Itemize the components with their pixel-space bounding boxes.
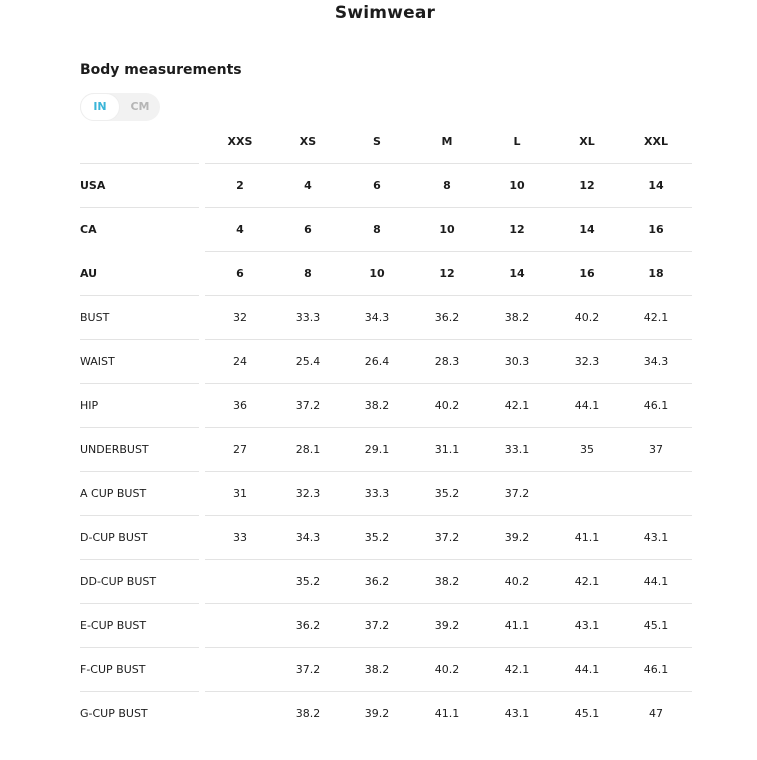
table-cell: 26.4 — [364, 355, 390, 368]
row-label: A CUP BUST — [80, 487, 147, 500]
row-label: CA — [80, 223, 97, 236]
size-header: L — [513, 135, 521, 148]
table-cell: 40.2 — [574, 311, 600, 324]
table-cell: 37.2 — [295, 663, 321, 676]
table-cell: 44.1 — [643, 575, 669, 588]
table-cell: 38.2 — [364, 399, 390, 412]
table-cell: 44.1 — [574, 663, 600, 676]
table-cell: 34.3 — [295, 531, 321, 544]
size-chart-table — [80, 120, 692, 736]
table-cell: 35.2 — [295, 575, 321, 588]
row-label: HIP — [80, 399, 99, 412]
table-cell: 36 — [233, 399, 247, 412]
size-header: XXS — [227, 135, 253, 148]
table-cell: 35.2 — [364, 531, 390, 544]
table-cell: 40.2 — [434, 399, 460, 412]
table-cell — [626, 472, 686, 516]
table-cell: 8 — [304, 267, 312, 280]
table-cell: 32 — [233, 311, 247, 324]
table-cell: 46.1 — [643, 663, 669, 676]
table-cell: 33.1 — [504, 443, 530, 456]
table-cell: 6 — [236, 267, 244, 280]
table-cell: 18 — [648, 267, 664, 280]
table-cell: 45.1 — [643, 619, 669, 632]
size-header: XS — [299, 135, 317, 148]
table-cell: 6 — [304, 223, 312, 236]
table-cell: 35.2 — [434, 487, 460, 500]
table-cell: 4 — [304, 179, 312, 192]
table-cell: 43.1 — [643, 531, 669, 544]
table-cell: 42.1 — [574, 575, 600, 588]
table-row — [80, 604, 692, 648]
table-cell: 14 — [648, 179, 664, 192]
row-label: D-CUP BUST — [80, 531, 148, 544]
table-cell: 34.3 — [364, 311, 390, 324]
table-cell: 44.1 — [574, 399, 600, 412]
table-cell: 39.2 — [434, 619, 460, 632]
section-title: Body measurements — [80, 62, 242, 78]
table-row — [80, 516, 692, 560]
table-cell: 46.1 — [643, 399, 669, 412]
unit-option-cm[interactable]: CM — [130, 100, 150, 113]
table-row — [80, 164, 692, 208]
table-row — [80, 428, 692, 472]
table-cell: 2 — [236, 179, 244, 192]
table-cell: 10 — [439, 223, 455, 236]
table-cell: 38.2 — [434, 575, 460, 588]
table-cell — [210, 692, 270, 736]
size-header: S — [373, 135, 381, 148]
table-cell: 8 — [443, 179, 451, 192]
table-cell: 32.3 — [574, 355, 600, 368]
table-cell: 33.3 — [295, 311, 321, 324]
table-row — [80, 340, 692, 384]
table-cell — [557, 472, 617, 516]
table-cell: 40.2 — [434, 663, 460, 676]
table-cell: 45.1 — [574, 707, 600, 720]
table-cell: 42.1 — [504, 399, 530, 412]
table-cell: 38.2 — [295, 707, 321, 720]
table-cell: 27 — [233, 443, 247, 456]
table-row — [80, 472, 692, 516]
table-cell: 33 — [233, 531, 247, 544]
size-header: XL — [579, 135, 595, 148]
table-cell: 36.2 — [364, 575, 390, 588]
table-body — [80, 164, 692, 736]
table-cell: 39.2 — [364, 707, 390, 720]
row-label: UNDERBUST — [80, 443, 149, 456]
table-cell — [210, 560, 270, 604]
table-cell: 33.3 — [364, 487, 390, 500]
table-cell: 8 — [373, 223, 381, 236]
table-header-row — [80, 120, 692, 164]
table-cell: 30.3 — [504, 355, 530, 368]
table-cell: 38.2 — [504, 311, 530, 324]
table-cell: 36.2 — [295, 619, 321, 632]
size-header: XXL — [644, 135, 668, 148]
table-cell: 16 — [648, 223, 664, 236]
table-cell: 31.1 — [434, 443, 460, 456]
table-cell: 40.2 — [504, 575, 530, 588]
table-cell: 28.1 — [295, 443, 321, 456]
table-cell: 34.3 — [643, 355, 669, 368]
table-cell: 24 — [233, 355, 247, 368]
table-cell: 39.2 — [504, 531, 530, 544]
table-cell: 32.3 — [295, 487, 321, 500]
row-label: AU — [80, 267, 98, 280]
table-cell: 37.2 — [434, 531, 460, 544]
table-cell: 12 — [439, 267, 455, 280]
row-label: USA — [80, 179, 106, 192]
row-label: WAIST — [80, 355, 115, 368]
page-title: Swimwear — [334, 3, 436, 23]
table-row — [80, 692, 692, 736]
table-cell: 14 — [509, 267, 525, 280]
table-row — [80, 560, 692, 604]
table-cell: 41.1 — [574, 531, 600, 544]
table-cell: 47 — [649, 707, 663, 720]
row-label: E-CUP BUST — [80, 619, 147, 632]
table-cell: 4 — [236, 223, 244, 236]
table-cell: 16 — [579, 267, 595, 280]
table-cell — [210, 604, 270, 648]
table-cell: 31 — [233, 487, 247, 500]
row-label: F-CUP BUST — [80, 663, 146, 676]
table-row — [80, 384, 692, 428]
unit-option-in[interactable]: IN — [80, 93, 120, 121]
table-row — [80, 252, 692, 296]
table-cell: 10 — [509, 179, 525, 192]
row-label: G-CUP BUST — [80, 707, 148, 720]
table-cell: 36.2 — [434, 311, 460, 324]
table-cell: 41.1 — [504, 619, 530, 632]
table-row — [80, 296, 692, 340]
table-cell: 10 — [369, 267, 385, 280]
table-cell: 29.1 — [364, 443, 390, 456]
table-cell: 38.2 — [364, 663, 390, 676]
table-cell: 43.1 — [574, 619, 600, 632]
table-cell: 14 — [579, 223, 595, 236]
table-cell: 6 — [373, 179, 381, 192]
table-row — [80, 648, 692, 692]
table-cell: 43.1 — [504, 707, 530, 720]
table-row — [80, 208, 692, 252]
unit-toggle[interactable] — [80, 93, 160, 121]
table-cell: 35 — [580, 443, 594, 456]
table-cell: 28.3 — [434, 355, 460, 368]
size-header: M — [441, 135, 453, 148]
row-label: BUST — [80, 311, 110, 324]
table-cell: 37.2 — [364, 619, 390, 632]
table-cell: 25.4 — [295, 355, 321, 368]
table-cell: 12 — [579, 179, 595, 192]
table-cell: 12 — [509, 223, 525, 236]
table-cell — [210, 648, 270, 692]
table-cell: 41.1 — [434, 707, 460, 720]
table-cell: 42.1 — [504, 663, 530, 676]
table-cell: 42.1 — [643, 311, 669, 324]
table-cell: 37.2 — [295, 399, 321, 412]
row-label: DD-CUP BUST — [80, 575, 157, 588]
table-cell: 37.2 — [504, 487, 530, 500]
table-cell: 37 — [649, 443, 663, 456]
